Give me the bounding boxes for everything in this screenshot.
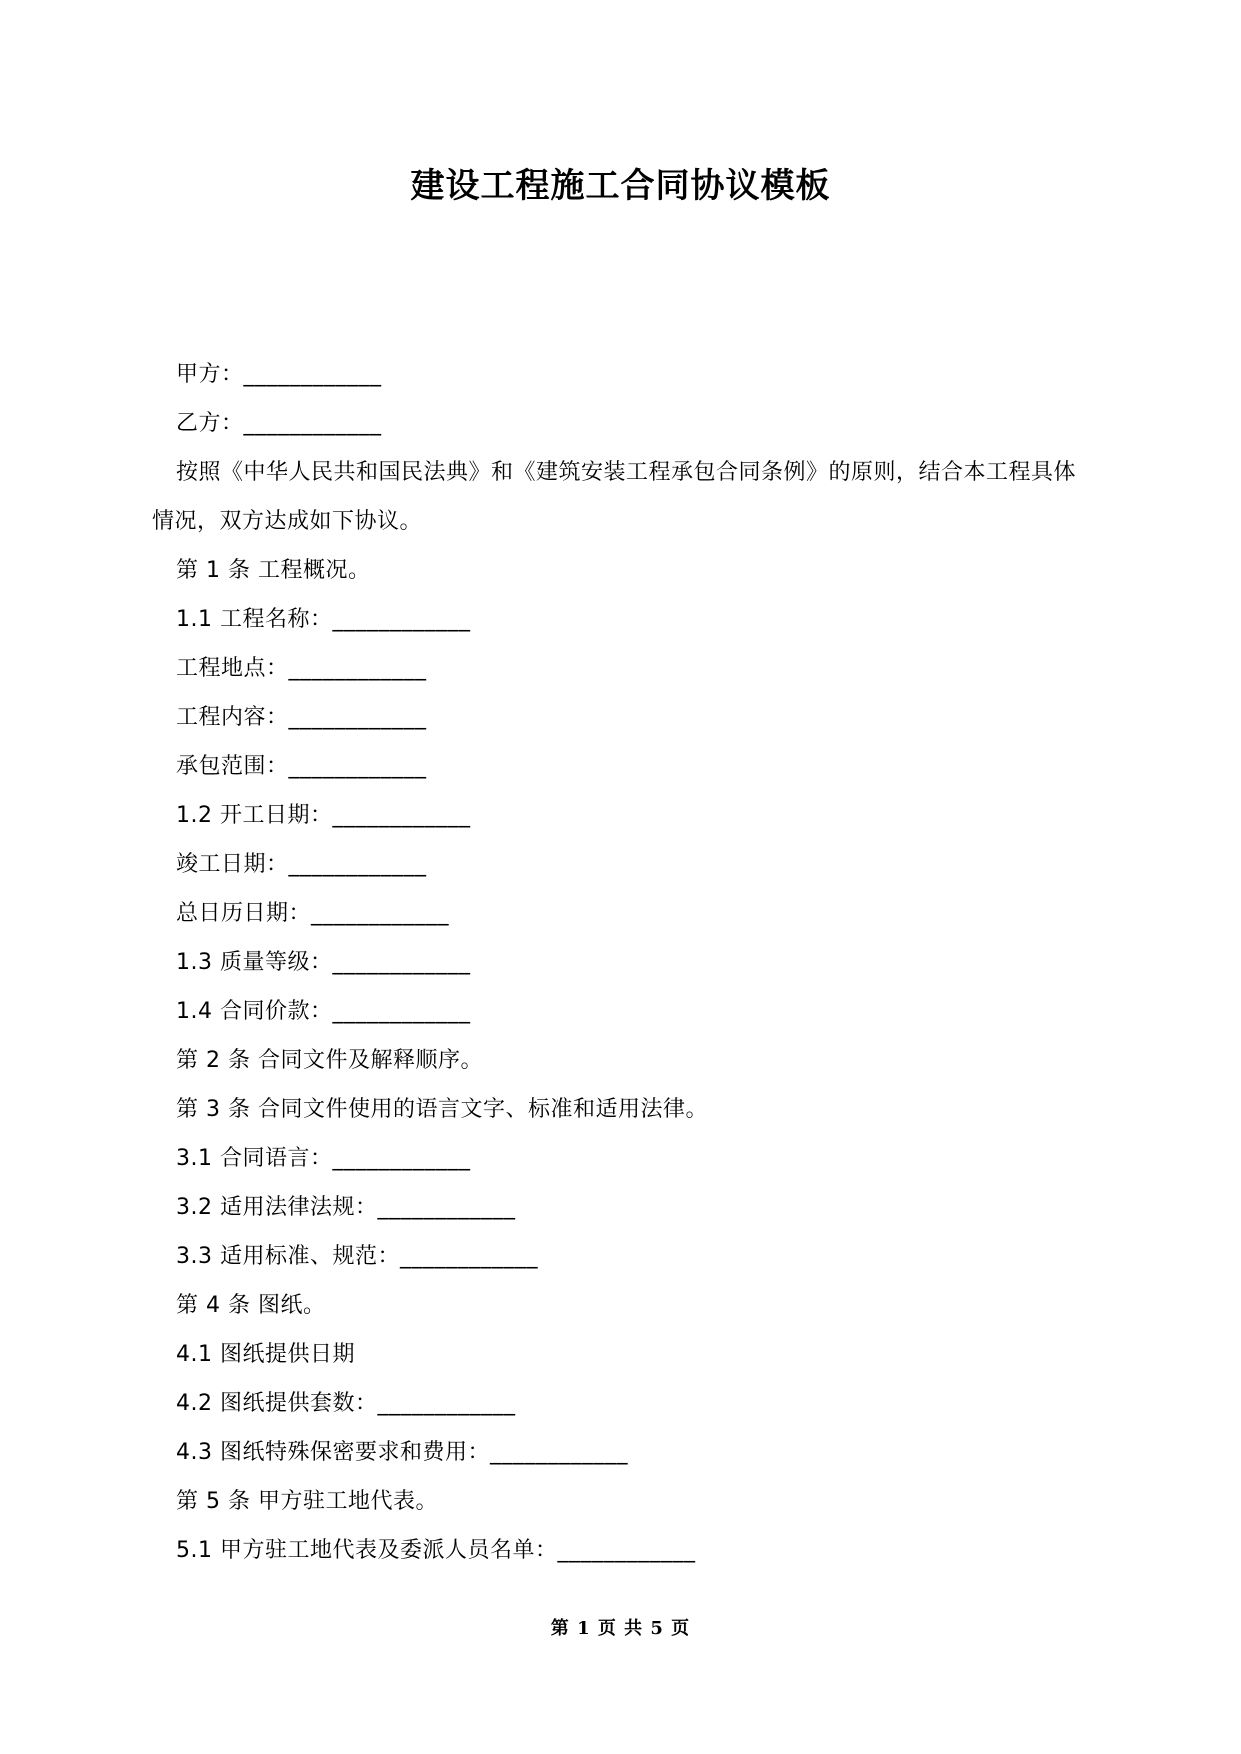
contract-scope-line: 承包范围：____________ (176, 754, 427, 779)
clause-1-2: 1.2 开工日期：____________ (176, 803, 471, 828)
article-1-heading: 第 1 条 工程概况。 (176, 558, 371, 583)
clause-3-3: 3.3 适用标准、规范：____________ (176, 1244, 538, 1269)
clause-3-2: 3.2 适用法律法规：____________ (176, 1195, 516, 1220)
clause-4-2: 4.2 图纸提供套数：____________ (176, 1391, 516, 1416)
party-a-line: 甲方：____________ (176, 362, 382, 387)
document-body (152, 350, 1092, 1575)
article-3-heading: 第 3 条 合同文件使用的语言文字、标准和适用法律。 (176, 1097, 708, 1122)
completion-date-line: 竣工日期：____________ (176, 852, 427, 877)
page-number-footer: 第 1 页 共 5 页 (550, 1618, 691, 1639)
clause-1-3: 1.3 质量等级：____________ (176, 950, 471, 975)
clause-1-4: 1.4 合同价款：____________ (176, 999, 471, 1024)
article-5-heading: 第 5 条 甲方驻工地代表。 (176, 1489, 438, 1514)
document-title: 建设工程施工合同协议模板 (410, 166, 831, 206)
article-4-heading: 第 4 条 图纸。 (176, 1293, 326, 1318)
party-b-line: 乙方：____________ (176, 411, 382, 436)
clause-5-1: 5.1 甲方驻工地代表及委派人员名单：____________ (176, 1538, 696, 1563)
total-calendar-days-line: 总日历日期：____________ (176, 901, 450, 926)
clause-4-1: 4.1 图纸提供日期 (176, 1342, 355, 1367)
project-location-line: 工程地点：____________ (176, 656, 427, 681)
preamble-paragraph: 按照《中华人民共和国民法典》和《建筑安装工程承包合同条例》的原则，结合本工程具体情况，双方达成如下协议。 (152, 460, 1077, 534)
article-2-heading: 第 2 条 合同文件及解释顺序。 (176, 1048, 483, 1073)
project-content-line: 工程内容：____________ (176, 705, 427, 730)
clause-3-1: 3.1 合同语言：____________ (176, 1146, 471, 1171)
clause-4-3: 4.3 图纸特殊保密要求和费用：____________ (176, 1440, 628, 1465)
clause-1-1: 1.1 工程名称：____________ (176, 607, 471, 632)
